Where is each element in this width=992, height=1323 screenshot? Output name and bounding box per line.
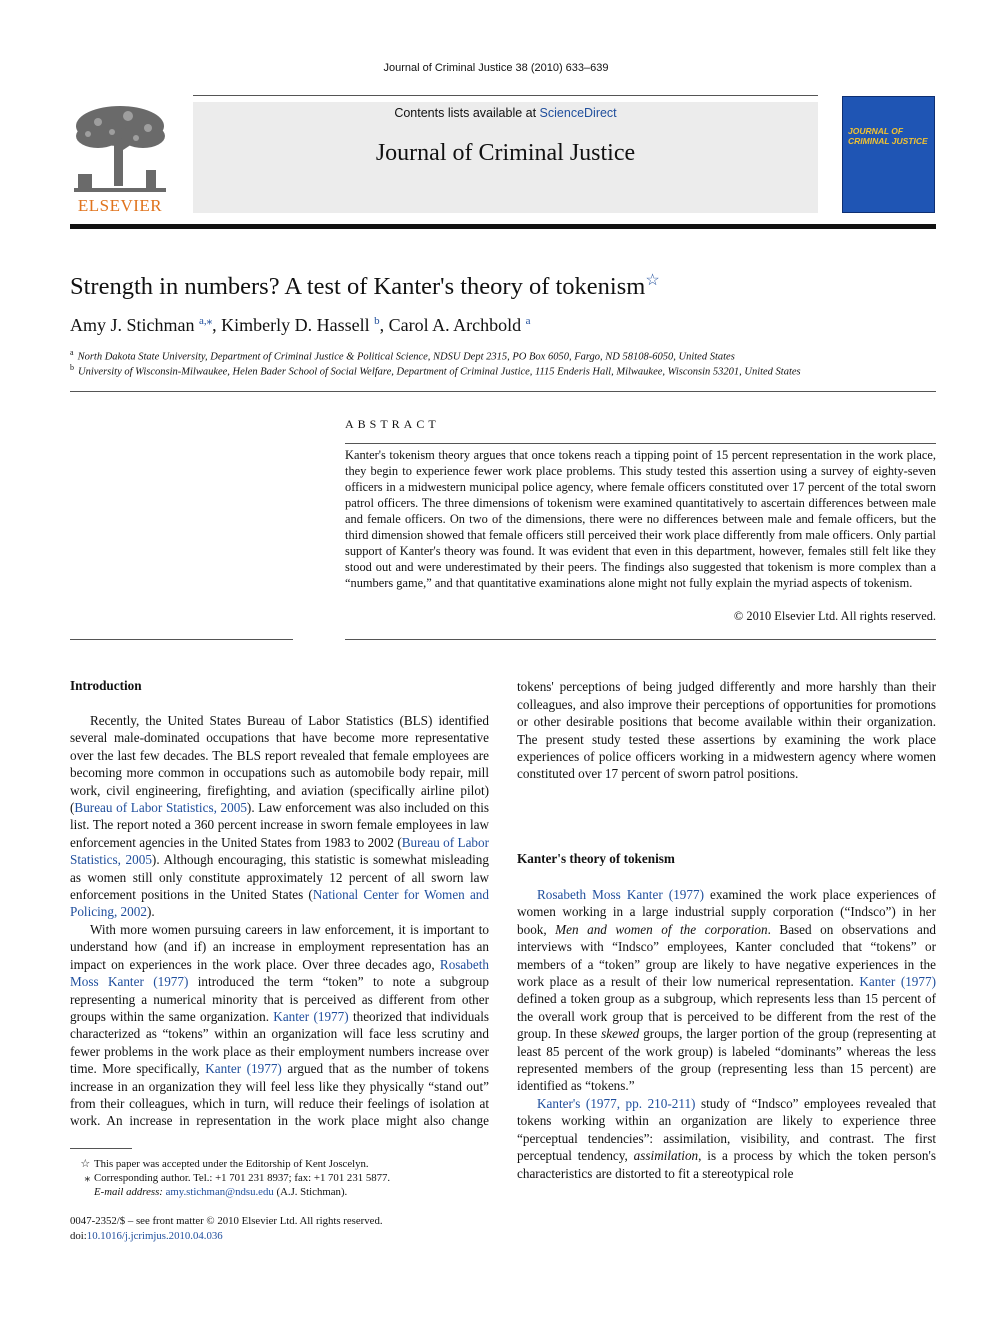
title-text: Strength in numbers? A test of Kanter's theory of tokenism	[70, 273, 646, 301]
divider	[345, 443, 936, 444]
email-link[interactable]: amy.stichman@ndsu.edu	[165, 1186, 274, 1198]
paragraph	[70, 712, 489, 921]
paragraph-continued	[517, 678, 936, 783]
citation-link[interactable]: Bureau of Labor Statistics, 2005	[70, 834, 489, 868]
header-thick-rule	[70, 224, 936, 229]
author-list: Amy J. Stichman $^{a,⁎}$, Kimberly D. Hassell $^b$, Carol A. Archbold $^a$	[70, 315, 531, 335]
text: argued that as the number of tokens increase in an organization they will feel less like they physically “stand out” from their colleagues, which in turn, will reduce their feelings of isolation at work. An increase in representation in the work place might also change	[70, 1061, 489, 1129]
text: study of “Indsco” employees revealed that tokens working within an organization are likely to experience three “perceptual tendencies”: assimilation, visibility, and contrast. The first perceptual tendency,	[517, 1095, 936, 1164]
text: . Based on observations and interviews with “Indsco” employees, Kanter concluded that “tokens” or members of a “token” group are likely to have negative experiences in the work place as a result of their low numerical representation.	[517, 921, 937, 990]
divider	[70, 391, 936, 392]
author-name[interactable]: Carol A. Archbold	[388, 315, 522, 335]
author-affil-mark[interactable]: a,⁎	[199, 315, 213, 327]
abstract-heading: ABSTRACT	[345, 417, 440, 431]
footnote-mark: ⁎	[84, 1172, 90, 1184]
author-name[interactable]: Amy J. Stichman	[70, 315, 195, 335]
paragraph	[517, 886, 936, 1095]
citation-link[interactable]: Bureau of Labor Statistics, 2005	[74, 800, 247, 816]
footnote-text: Corresponding author. Tel.: +1 701 231 8937; fax: +1 701 231 5877.	[94, 1172, 391, 1184]
citation-link[interactable]: Rosabeth Moss Kanter (1977)	[70, 956, 489, 990]
citation-link[interactable]: Rosabeth Moss Kanter (1977)	[537, 887, 704, 902]
affil-mark: b	[70, 363, 74, 372]
affil-text: North Dakota State University, Department of Criminal Justice & Political Science, NDSU Dept 2315, PO Box 6050, Fargo, ND 58108-6050, United States	[77, 351, 735, 363]
author-affil-mark[interactable]: a	[525, 315, 531, 327]
book-title: Men and women of the corporation	[555, 921, 768, 937]
paragraph-continuation	[517, 678, 936, 783]
footnote-email	[70, 1185, 347, 1199]
text: theorized that individuals characterized as “tokens” within an organization will face less scrutiny and fewer problems in the work place as their employment numbers increase over time. More specifically,	[70, 1008, 489, 1077]
journal-reference: Journal of Criminal Justice 38 (2010) 633–639	[383, 62, 609, 74]
body-column-left	[70, 712, 489, 1130]
text: With more women pursuing careers in law enforcement, it is important to understand how (and if) an increase in employment representation has an impact on experiences in the work place. Over three decades ago,	[70, 921, 489, 972]
emphasis: skewed	[601, 1026, 640, 1042]
journal-name: Journal of Criminal Justice	[375, 140, 636, 166]
title-footnote-mark[interactable]: ☆	[645, 272, 660, 289]
affiliation-a	[70, 348, 735, 363]
elsevier-wordmark: ELSEVIER	[77, 196, 163, 215]
affil-text: University of Wisconsin-Milwaukee, Helen Bader School of Social Welfare, Department of Criminal Justice, 1115 Enderis Hall, Milwaukee, Wisconsin 53201, United States	[78, 366, 801, 378]
text: defined a token group as a subgroup, which represents less than 15 percent of the overall work group that is perceived to be different from the rest of the group. In these	[517, 991, 936, 1042]
divider	[345, 639, 936, 640]
paragraph	[517, 1095, 936, 1182]
body-column-right	[517, 886, 936, 1182]
paragraph	[70, 921, 489, 1130]
section-heading-introduction: Introduction	[70, 678, 142, 693]
text: Recently, the United States Bureau of Labor Statistics (BLS) identified several male-dominated occupations that have become more representative over the last few decades. The BLS report revealed that female employees are becoming more common in occupations such as automobile body repair, mill work, civil engineering, firefighting, and aviation (specifically airline pilot) (	[70, 713, 489, 816]
citation-link[interactable]: Kanter (1977)	[273, 1008, 349, 1024]
divider	[70, 639, 293, 640]
author-affil-mark[interactable]: b	[374, 315, 380, 327]
text: examined the work place experiences of women working in a large industrial supply corporation (“Indsco”) in her book,	[517, 887, 937, 937]
doi-line	[70, 1229, 383, 1244]
citation-link[interactable]: Kanter's (1977, pp. 210-211)	[537, 1095, 696, 1111]
issn-line: 0047-2352/$ – see front matter © 2010 Elsevier Ltd. All rights reserved.	[70, 1215, 383, 1227]
citation-link[interactable]: Kanter (1977)	[859, 974, 936, 990]
cover-title: JOURNAL OF CRIMINAL JUSTICE	[848, 126, 928, 146]
contents-line	[193, 106, 818, 120]
article-title	[70, 270, 660, 301]
footnote-star	[70, 1157, 369, 1171]
emphasis: assimilation	[633, 1148, 699, 1164]
front-matter	[70, 1214, 383, 1243]
footnote-mark: ☆	[80, 1158, 90, 1170]
text: ). Although encouraging, this statistic is somewhat misleading as women still only constitute approximately 12 percent of all sworn law enforcement positions in the United States (	[70, 852, 489, 903]
contents-prefix: Contents lists available at	[394, 106, 540, 120]
footnote-text: This paper was accepted under the Editorship of Kent Joscelyn.	[94, 1158, 369, 1170]
footnote-corresponding	[70, 1171, 390, 1185]
email-suffix: (A.J. Stichman).	[273, 1186, 348, 1198]
abstract-copyright: © 2010 Elsevier Ltd. All rights reserved.	[733, 609, 936, 623]
citation-link[interactable]: Kanter (1977)	[205, 1061, 282, 1077]
text: introduced the term “token” to note a subgroup representing a numerical minority that is perceived as different from other groups within the same organization.	[70, 974, 489, 1024]
citation-link[interactable]: National Center for Women and Policing, 2002	[70, 887, 489, 920]
affiliation-b	[70, 363, 801, 378]
text: , is a process by which the token person's characteristics are distorted to fit a stereotypical role	[517, 1148, 936, 1181]
doi-link[interactable]: 10.1016/j.jcrimjus.2010.04.036	[86, 1229, 223, 1242]
affil-mark: a	[70, 348, 74, 357]
text: ).	[146, 904, 155, 920]
text: tokens' perceptions of being judged differently and more harshly than their colleagues, and also improve their perceptions of opportunities for promotions or other desirable positions that become available within their organization. The present study tested these assertions by examining the work place experiences of police officers working in a midwestern agency where women constituted over 17 percent of sworn patrol positions.	[517, 679, 936, 782]
text: groups, the larger portion of the group (representing at least 85 percent of the work group) is labeled “dominants” whereas the less represented members of the group (representing less than 15 percent) are identified as “tokens.”	[517, 1026, 936, 1094]
sciencedirect-link[interactable]: ScienceDirect	[539, 106, 617, 120]
header-rule	[193, 95, 818, 96]
doi-label: doi:	[70, 1229, 87, 1242]
abstract-text: Kanter's tokenism theory argues that once tokens reach a tipping point of 15 percent representation in the work place, they begin to experience fewer work place problems. This study tested this assertion using a survey of eighty-seven officers in a midwestern municipal police agency, where female officers constituted over 17 percent of the total sworn patrol officers. The three dimensions of tokenism were examined quantitatively to ascertain differences between male and female officers. On two of the dimensions, there were no differences between male and female officers, but the third dimension showed that female officers still perceived their work place differently from male officers. Only partial support of Kanter's theory was found. It was evident that even in this department, however, females still felt like they stood out and were underestimated by their peers. The findings also suggested that tokenism is more complex than a “numbers game,” and that quantitative examinations alone might not fully explain the myriad aspects of tokenism.	[345, 448, 936, 590]
journal-cover-thumbnail[interactable]	[842, 96, 935, 213]
email-label: E-mail address:	[94, 1186, 163, 1198]
author-name[interactable]: Kimberly D. Hassell	[221, 315, 370, 335]
section-heading-kanter: Kanter's theory of tokenism	[517, 851, 675, 866]
footnote-rule	[70, 1148, 132, 1149]
text: ). Law enforcement was also included on this list. The report noted a 360 percent increase in sworn female employees in law enforcement agencies in the United States from 1983 to 2002 (	[70, 800, 489, 850]
body-column-right-top	[517, 678, 936, 836]
